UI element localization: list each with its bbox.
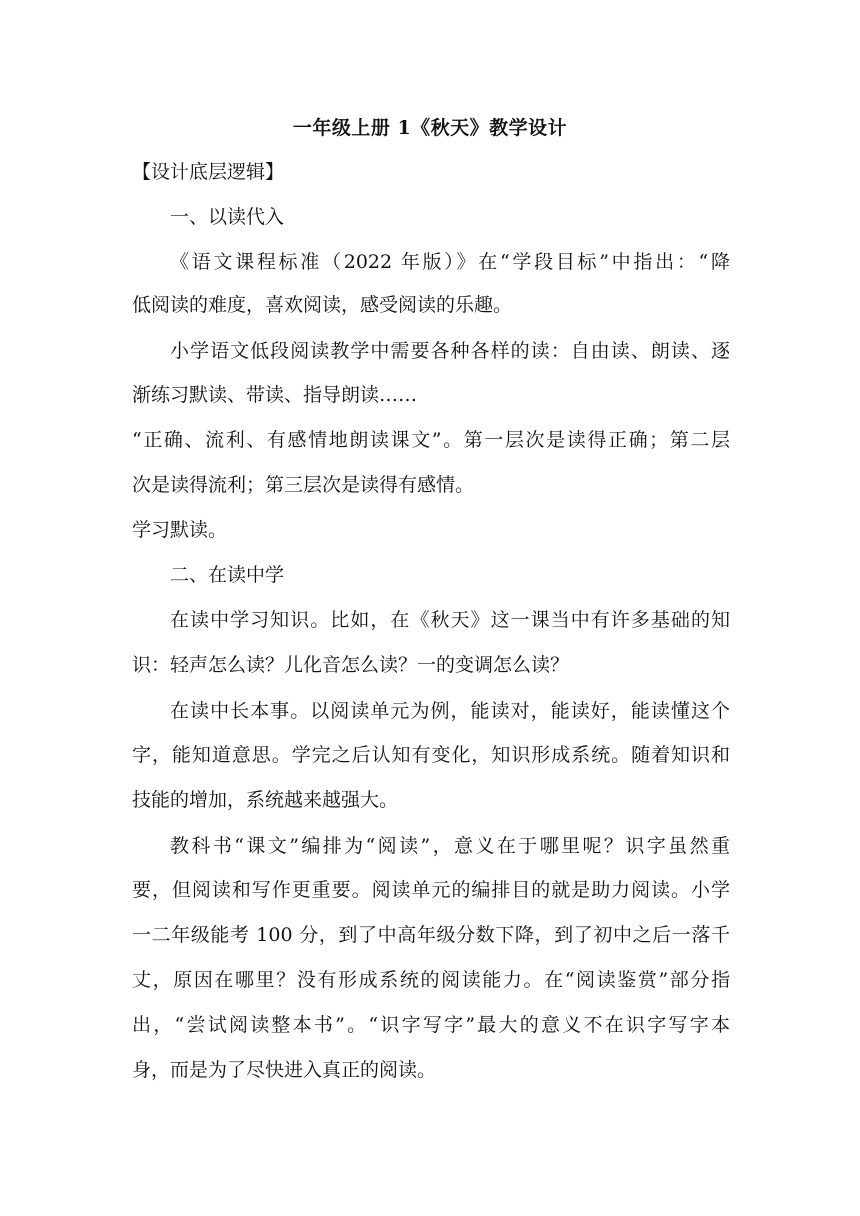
paragraph-line: 识：轻声怎么读？儿化音怎么读？一的变调怎么读？ xyxy=(132,654,570,676)
paragraph-line: 次是读得流利；第三层次是读得有感情。 xyxy=(132,474,475,496)
paragraph-line: 技能的增加，系统越来越强大。 xyxy=(132,789,399,811)
part2-heading: 二、在读中学 xyxy=(170,564,285,586)
paragraph-line: 出，“尝试阅读整本书”。“识字写字”最大的意义不在识字写字本 xyxy=(132,1014,730,1036)
paragraph-line: 小学语文低段阅读教学中需要各种各样的读：自由读、朗读、逐 xyxy=(170,340,730,362)
section-label: 【设计底层逻辑】 xyxy=(132,161,285,183)
paragraph-line: 丈，原因在哪里？没有形成系统的阅读能力。在“阅读鉴赏”部分指 xyxy=(132,969,730,991)
paragraph-line: 学习默读。 xyxy=(132,519,228,541)
paragraph-line: 要，但阅读和写作更重要。阅读单元的编排目的就是助力阅读。小学 xyxy=(132,879,730,901)
paragraph-line: 一二年级能考 100 分，到了中高年级分数下降，到了初中之后一落千 xyxy=(132,924,730,946)
document-title: 一年级上册 1《秋天》教学设计 xyxy=(292,117,568,139)
paragraph-line: 低阅读的难度，喜欢阅读，感受阅读的乐趣。 xyxy=(132,294,513,316)
paragraph-line: 在读中学习知识。比如，在《秋天》这一课当中有许多基础的知 xyxy=(170,609,730,631)
paragraph-line: 字，能知道意思。学完之后认知有变化，知识形成系统。随着知识和 xyxy=(132,744,730,766)
paragraph-line: 渐练习默读、带读、指导朗读…… xyxy=(132,384,418,406)
paragraph-line: 教科书“课文”编排为“阅读”，意义在于哪里呢？识字虽然重 xyxy=(170,835,730,857)
paragraph-line: 在读中长本事。以阅读单元为例，能读对，能读好，能读懂这个 xyxy=(170,700,730,722)
paragraph-line: 身，而是为了尽快进入真正的阅读。 xyxy=(132,1059,437,1081)
paragraph-line: “正确、流利、有感情地朗读课文”。第一层次是读得正确；第二层 xyxy=(132,429,730,451)
part1-heading: 一、以读代入 xyxy=(170,206,285,228)
paragraph-line: 《语文课程标准（2022 年版）》在“学段目标”中指出：“降 xyxy=(170,251,730,273)
